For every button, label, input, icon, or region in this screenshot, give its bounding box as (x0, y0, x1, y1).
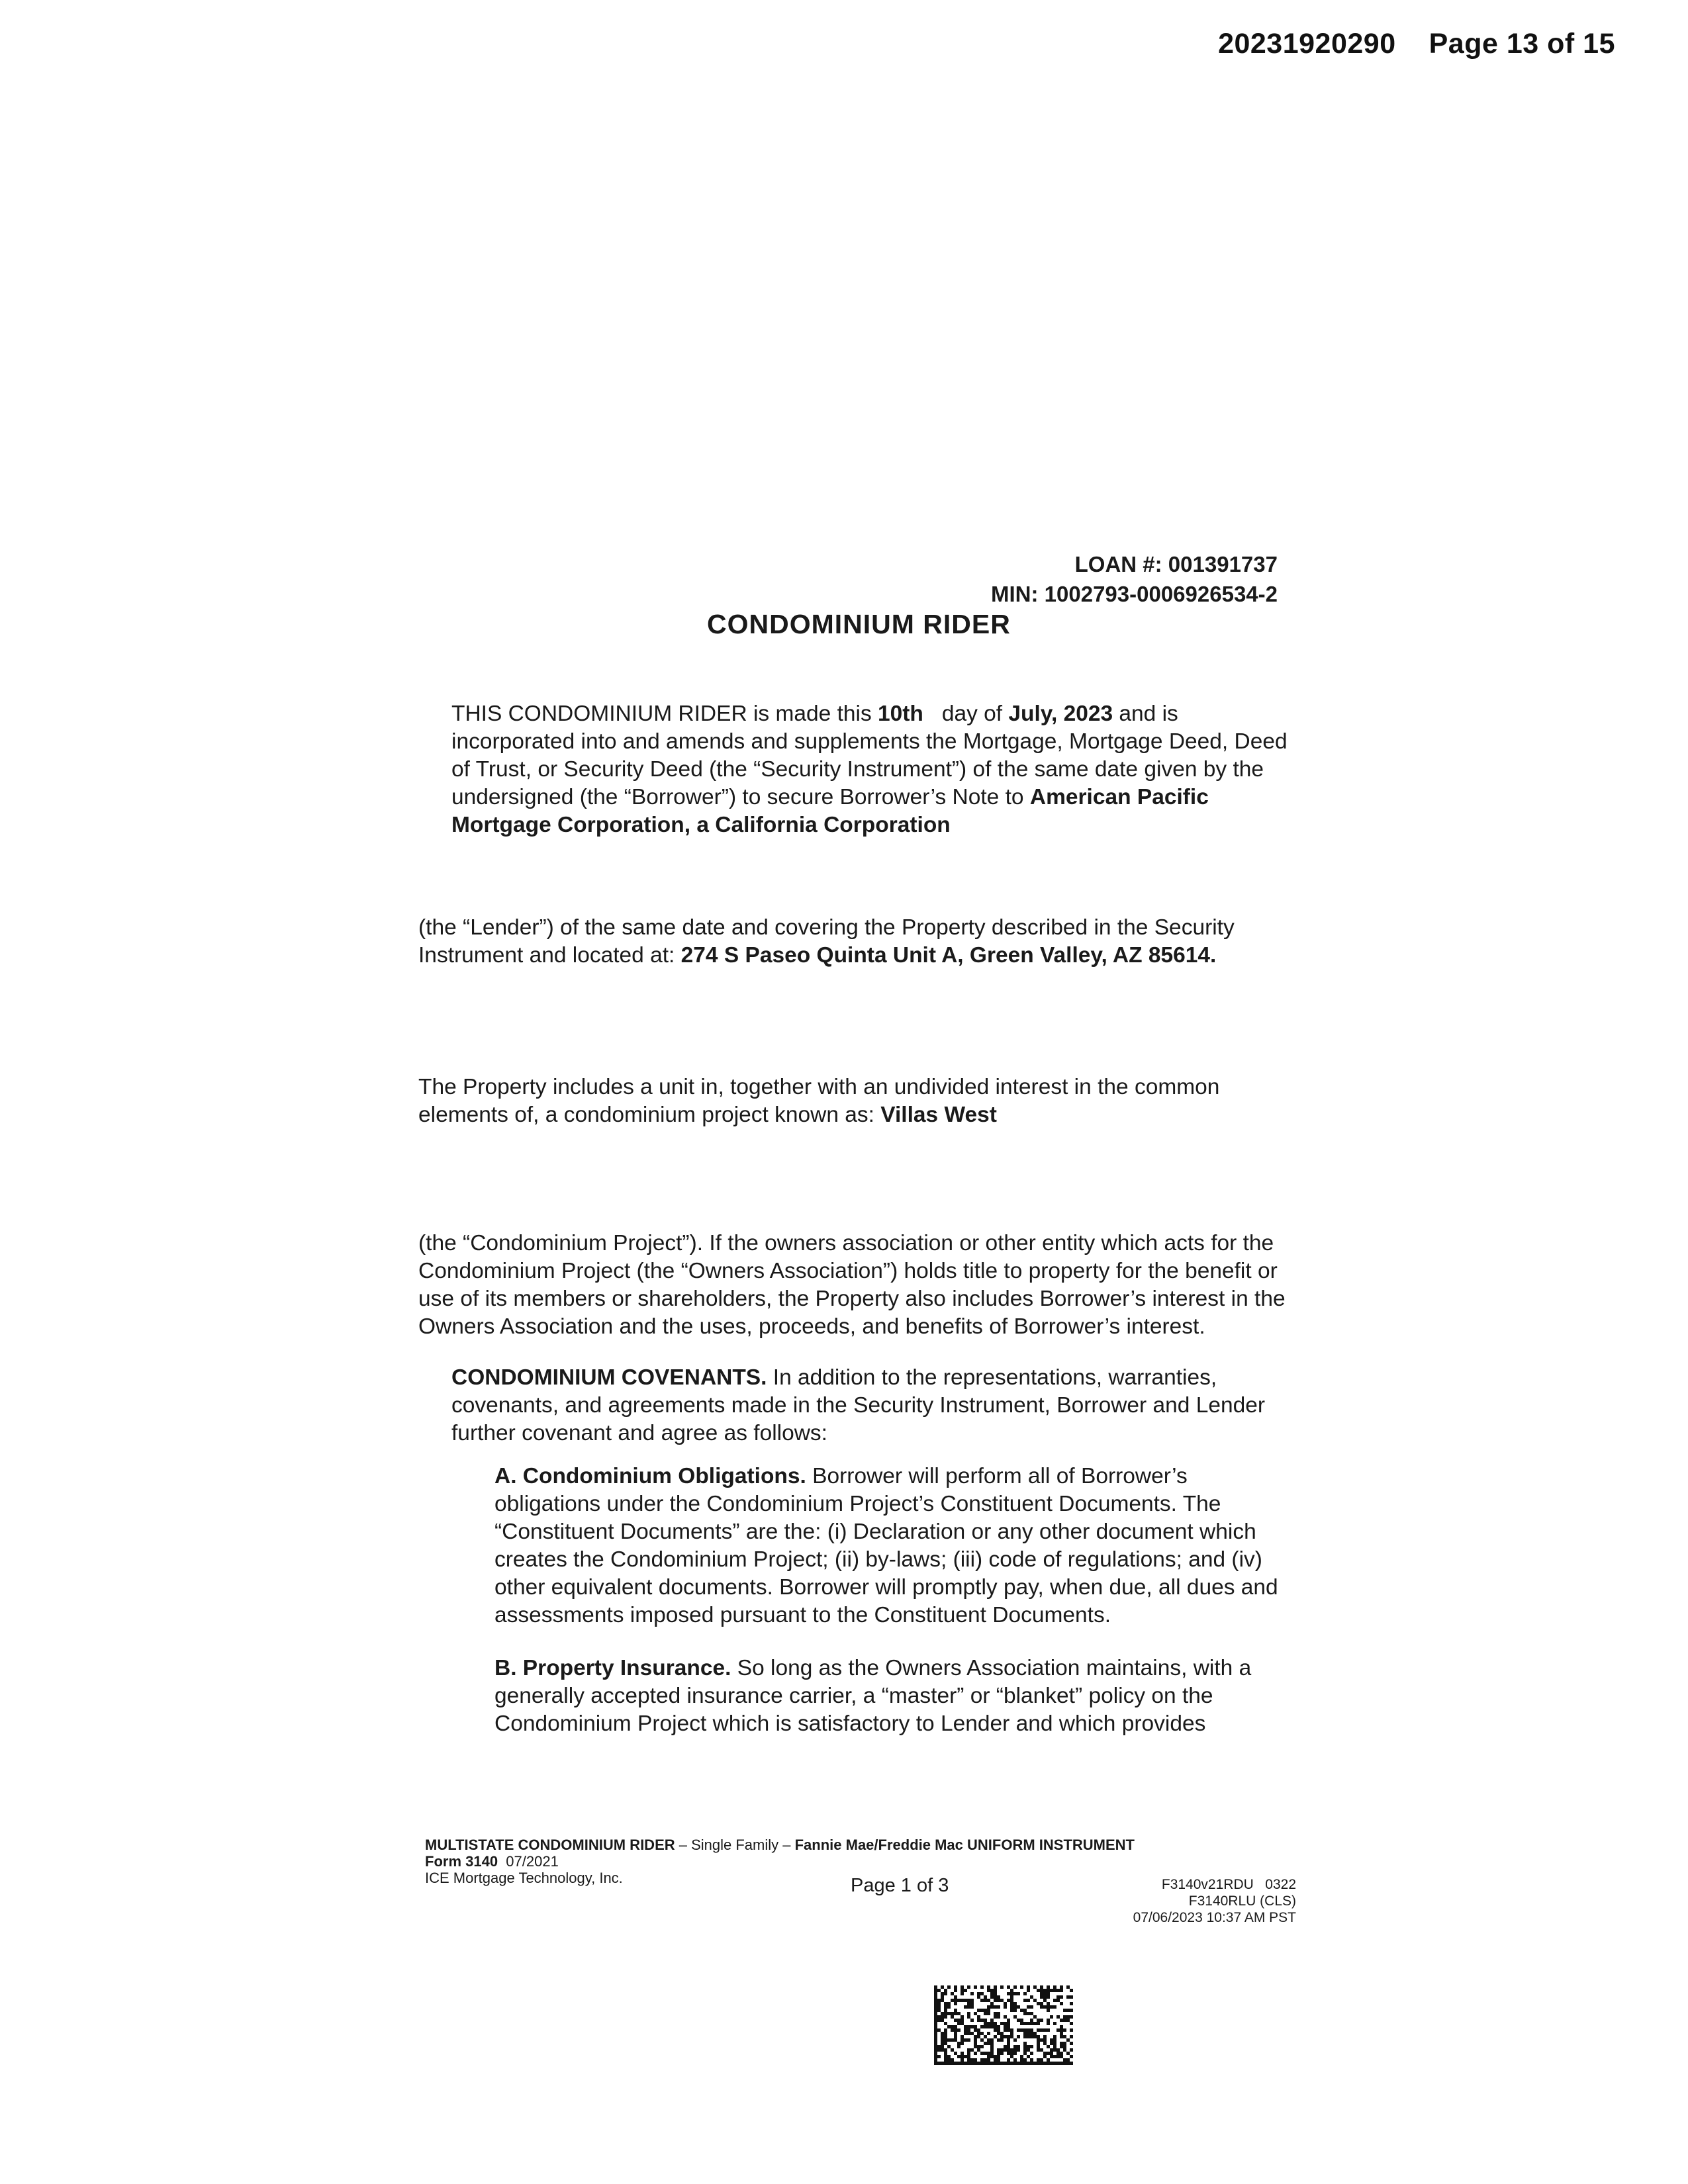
project-name: Villas West (880, 1103, 997, 1127)
footer-codes (1133, 1876, 1296, 1926)
covenants-text: In addition to the representations, warranties, covenants, and agreements made in the Security Instrument, Borrower and Lender further covenant and agree as follows: (451, 1365, 1266, 1445)
footer-form-title: MULTISTATE CONDOMINIUM RIDER (425, 1837, 675, 1853)
section-a-paragraph (458, 1463, 1292, 1629)
project-para-text: The Property includes a unit in, together with an undivided interest in the common elements of, a condominium project known as: (418, 1075, 1220, 1127)
footer-vendor: ICE Mortgage Technology, Inc. (425, 1870, 623, 1886)
2d-barcode-icon (934, 1985, 1073, 2065)
footer-form-date: 07/2021 (498, 1853, 559, 1870)
recording-header (1218, 28, 1615, 60)
footer-code-2: F3140RLU (CLS) (1188, 1893, 1296, 1909)
covenants-heading: CONDOMINIUM COVENANTS. (451, 1365, 767, 1390)
lender-para-text: (the “Lender”) of the same date and covering the Property described in the Security Instrument and located at: (418, 915, 1235, 968)
footer-form-family: – Single Family – (675, 1837, 795, 1853)
section-b-heading: B. Property Insurance. (494, 1656, 731, 1680)
footer-code-1: F3140v21RDU 0322 (1161, 1877, 1296, 1892)
association-paragraph (418, 1230, 1292, 1341)
rider-date: July, 2023 (1008, 702, 1113, 726)
intro-text-1: THIS CONDOMINIUM RIDER is made this (451, 702, 878, 726)
footer-timestamp: 07/06/2023 10:37 AM PST (1133, 1910, 1296, 1925)
footer-form-info (425, 1837, 1135, 1886)
association-para-text: (the “Condominium Project”). If the owners association or other entity which acts for the Condominium Project (the “Owners Association”) holds title to property for the benefit or use of its members or shareholders, the Property also includes Borrower’s interest in the Owners Association and the uses, proceeds, and benefits of Borrower’s interest. (418, 1231, 1286, 1339)
section-a-heading: A. Condominium Obligations. (494, 1464, 806, 1488)
lender-paragraph (418, 914, 1292, 970)
footer-instrument: Fannie Mae/Freddie Mac UNIFORM INSTRUMENT (794, 1837, 1135, 1853)
loan-number: LOAN #: 001391737 (1074, 552, 1278, 576)
intro-text-2: day of (923, 702, 1009, 726)
lender-name: American Pacific Mortgage Corporation, a California Corporation (451, 785, 1209, 837)
recording-number: 20231920290 (1218, 28, 1396, 60)
loan-identifiers (991, 549, 1278, 609)
section-b-paragraph (458, 1655, 1292, 1738)
intro-text-3: and is incorporated into and amends and supplements the Mortgage, Mortgage Deed, Deed of Trust, or Security Deed (the “Security Instrument”) of the same date given by the undersigned (the “Borrower”) to secure Borrower’s Note to (451, 702, 1288, 809)
min-number: MIN: 1002793-0006926534-2 (991, 582, 1278, 606)
intro-paragraph (418, 700, 1292, 839)
section-b-text: So long as the Owners Association maintains, with a generally accepted insurance carrier, a “master” or “blanket” policy on the Condominium Project which is satisfactory to Lender and which provides (494, 1656, 1252, 1736)
project-paragraph (418, 1073, 1292, 1129)
rider-day: 10th (878, 702, 923, 726)
section-a-text: Borrower will perform all of Borrower’s obligations under the Condominium Project’s Constituent Documents. The “Constituent Documents” are the: (i) Declaration or any other document which creates the Condominium Project; (ii) by-laws; (iii) code of regulations; and (iv) other equivalent documents. Borrower will promptly pay, when due, all dues and assessments imposed pursuant to the Constituent Documents. (494, 1464, 1278, 1627)
property-address: 274 S Paseo Quinta Unit A, Green Valley, AZ 85614. (680, 943, 1217, 968)
covenants-paragraph (418, 1364, 1292, 1447)
document-title: CONDOMINIUM RIDER (707, 609, 1011, 639)
recording-page-number: Page 13 of 15 (1429, 28, 1615, 60)
footer-form-number: Form 3140 (425, 1853, 498, 1870)
footer-page-number: Page 1 of 3 (851, 1875, 949, 1896)
